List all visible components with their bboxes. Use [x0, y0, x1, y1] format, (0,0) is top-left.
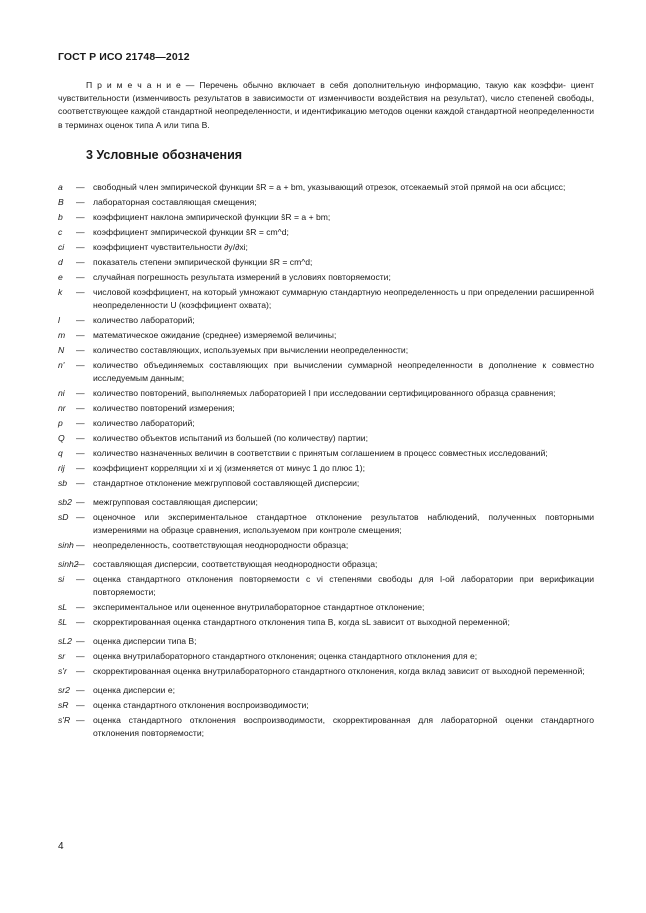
symbol-row	[58, 511, 594, 537]
symbol-description: оценка стандартного отклонения повторяемости с νi степенями свободы для I-ой лаборатории при верификации повторяемости;	[93, 574, 594, 597]
symbol-dash: —	[76, 403, 85, 413]
symbol-dash: —	[76, 388, 85, 398]
symbol: B	[58, 197, 64, 207]
symbol: n'	[58, 360, 65, 370]
symbol: s'r	[58, 666, 67, 676]
symbol-description: количество лабораторий;	[93, 315, 195, 325]
symbol: m	[58, 330, 66, 340]
symbol-row	[58, 635, 594, 648]
symbol-description: оценка дисперсии e;	[93, 685, 176, 695]
symbol: sr2	[58, 685, 70, 695]
symbol-dash: —	[76, 345, 85, 355]
symbol-description: количество составляющих, используемых при вычислении неопределенности;	[93, 345, 409, 355]
symbol: sR	[58, 700, 69, 710]
symbol-dash: —	[76, 212, 85, 222]
symbol: Q	[58, 433, 65, 443]
symbol-row	[58, 402, 594, 415]
symbol-description: оценочное или экспериментальное стандартное отклонение результатов наблюдений, полученных повторными измерениями на образце сравнения, используемом при контроле смещения;	[93, 512, 594, 535]
symbol-dash: —	[76, 433, 85, 443]
symbol: b	[58, 212, 63, 222]
symbol-dash: —	[76, 540, 85, 550]
symbol-row	[58, 616, 594, 629]
symbol-dash: —	[76, 700, 85, 710]
symbol-row	[58, 211, 594, 224]
note-label: П р и м е ч а н и е — Перечень	[86, 80, 239, 90]
symbol-row	[58, 344, 594, 357]
symbol-row	[58, 359, 594, 385]
symbol-row	[58, 601, 594, 614]
symbol: k	[58, 287, 63, 297]
symbol-dash: —	[76, 602, 85, 612]
symbol-dash: —	[76, 360, 85, 370]
symbol-row	[58, 241, 594, 254]
symbol: rij	[58, 463, 65, 473]
symbol-description: случайная погрешность результата измерений в условиях повторяемости;	[93, 272, 391, 282]
symbol: nr	[58, 403, 66, 413]
symbol-dash: —	[76, 574, 85, 584]
symbol-row	[58, 650, 594, 663]
symbol-dash: —	[76, 257, 85, 267]
symbol-row	[58, 539, 594, 552]
symbol-row	[58, 286, 594, 312]
note-text-2: циент чувствительности (изменчивость результатов в зависимости от изменчивости воздействия на результат), число степеней свободы, соответствующее каждой стандартной неопределенности, и идентификацию методов оценки каждой стандартной неопределенности в терминах оценок типа А или типа В.	[58, 80, 595, 130]
note-paragraph	[58, 79, 594, 132]
page-number: 4	[58, 841, 64, 852]
symbol-row	[58, 314, 594, 327]
symbol-row	[58, 496, 594, 509]
symbol: d	[58, 257, 63, 267]
section-title: 3 Условные обозначения	[86, 148, 243, 162]
symbol-description: свободный член эмпирической функции ŝR = a + bm, указывающий отрезок, отсекаемый этой прямой на оси абсцисс;	[93, 182, 566, 192]
symbol-dash: —	[76, 182, 85, 192]
symbol-row	[58, 329, 594, 342]
symbol-dash: —	[76, 559, 85, 569]
symbol: c	[58, 227, 63, 237]
symbol-row	[58, 714, 594, 740]
symbol: ci	[58, 242, 65, 252]
symbol-dash: —	[76, 227, 85, 237]
symbol-description: числовой коэффициент, на который умножают суммарную стандартную неопределенность u при определении расширенной неопределенности U (коэффициент охвата);	[93, 287, 594, 310]
symbol-description: оценка внутрилабораторного стандартного отклонения; оценка стандартного отклонения для e;	[93, 651, 478, 661]
symbol: sD	[58, 512, 69, 522]
symbol: s'R	[58, 715, 71, 725]
symbol-description: составляющая дисперсии, соответствующая неоднородности образца;	[93, 559, 378, 569]
symbol-description: стандартное отклонение межгрупповой составляющей дисперсии;	[93, 478, 360, 488]
symbol-description: коэффициент чувствительности ∂y/∂xi;	[93, 242, 248, 252]
symbol-description: межгрупповая составляющая дисперсии;	[93, 497, 258, 507]
symbol-row	[58, 417, 594, 430]
symbol-description: лабораторная составляющая смещения;	[93, 197, 257, 207]
symbol-row	[58, 665, 594, 678]
symbol: e	[58, 272, 63, 282]
document-header: ГОСТ Р ИСО 21748—2012	[58, 51, 190, 63]
symbol: sinh2	[58, 559, 79, 569]
symbol-dash: —	[76, 478, 85, 488]
symbol: q	[58, 448, 63, 458]
symbol-row	[58, 256, 594, 269]
symbol-row	[58, 477, 594, 490]
symbol-row	[58, 181, 594, 194]
symbol-row	[58, 573, 594, 599]
symbol-description: коэффициент корреляции xi и xj (изменяется от минус 1 до плюс 1);	[93, 463, 365, 473]
symbol-dash: —	[76, 315, 85, 325]
symbol-row	[58, 271, 594, 284]
symbol: l	[58, 315, 60, 325]
symbol-dash: —	[76, 512, 85, 522]
symbol-description: оценка стандартного отклонения воспроизводимости, скорректированная для лабораторной оценки стандартного отклонения повторяемости;	[93, 715, 594, 738]
symbol: sb	[58, 478, 68, 488]
symbol: sL	[58, 602, 68, 612]
symbol-description: коэффициент наклона эмпирической функции ŝR = a + bm;	[93, 212, 331, 222]
symbol-dash: —	[76, 651, 85, 661]
symbol-dash: —	[76, 685, 85, 695]
symbol-dash: —	[76, 330, 85, 340]
symbol-dash: —	[76, 242, 85, 252]
symbol-description: количество повторений, выполняемых лабораторией I при исследовании сертифицированного образца сравнения;	[93, 388, 556, 398]
symbol-dash: —	[76, 287, 85, 297]
symbol-row	[58, 447, 594, 460]
symbol-description: оценка дисперсии типа B;	[93, 636, 197, 646]
symbol: sb2	[58, 497, 72, 507]
symbol-dash: —	[76, 497, 85, 507]
symbol-dash: —	[76, 463, 85, 473]
symbol-description: неопределенность, соответствующая неоднородности образца;	[93, 540, 349, 550]
symbol-row	[58, 196, 594, 209]
symbol-row	[58, 387, 594, 400]
note-text-1: обычно включает в себя дополнительную информацию, такую как коэффи-	[238, 80, 566, 90]
symbol-row	[58, 432, 594, 445]
symbol: ŝL	[58, 617, 68, 627]
symbol: sinh	[58, 540, 74, 550]
symbol-description: количество объединяемых составляющих при вычислении суммарной неопределенности в дополнение к совместно исследуемым данным;	[93, 360, 594, 383]
symbol-dash: —	[76, 272, 85, 282]
symbol-description: количество повторений измерения;	[93, 403, 235, 413]
symbol-dash: —	[76, 448, 85, 458]
symbol-description: количество объектов испытаний из большей (по количеству) партии;	[93, 433, 368, 443]
symbol-row	[58, 684, 594, 697]
symbol-dash: —	[76, 617, 85, 627]
symbol-dash: —	[76, 666, 85, 676]
symbol: p	[58, 418, 63, 428]
symbol-description: математическое ожидание (среднее) измеряемой величины;	[93, 330, 337, 340]
symbol: a	[58, 182, 63, 192]
symbol-description: количество назначенных величин в соответствии с принятым соглашением в процесс совместных исследований;	[93, 448, 548, 458]
symbol: si	[58, 574, 65, 584]
symbol-row	[58, 226, 594, 239]
symbol-dash: —	[76, 636, 85, 646]
symbol-description: количество лабораторий;	[93, 418, 195, 428]
symbol: ni	[58, 388, 65, 398]
symbol-row	[58, 699, 594, 712]
symbol-dash: —	[76, 418, 85, 428]
symbols-list	[58, 181, 594, 742]
symbol-dash: —	[76, 197, 85, 207]
symbol-row	[58, 462, 594, 475]
symbol: sr	[58, 651, 66, 661]
symbol-description: оценка стандартного отклонения воспроизводимости;	[93, 700, 309, 710]
symbol-description: коэффициент эмпирической функции ŝR = cm^d;	[93, 227, 289, 237]
symbol-row	[58, 558, 594, 571]
symbol-description: показатель степени эмпирической функции ŝR = cm^d;	[93, 257, 313, 267]
symbol-description: экспериментальное или оцененное внутрилабораторное стандартное отклонение;	[93, 602, 425, 612]
symbol-dash: —	[76, 715, 85, 725]
symbol: sL2	[58, 636, 72, 646]
symbol-description: скорректированная оценка внутрилабораторного стандартного отклонения, когда вклад зависит от выходной переменной;	[93, 666, 585, 676]
symbol: N	[58, 345, 65, 355]
symbol-description: скорректированная оценка стандартного отклонения типа B, когда sL зависит от выходной переменной;	[93, 617, 510, 627]
